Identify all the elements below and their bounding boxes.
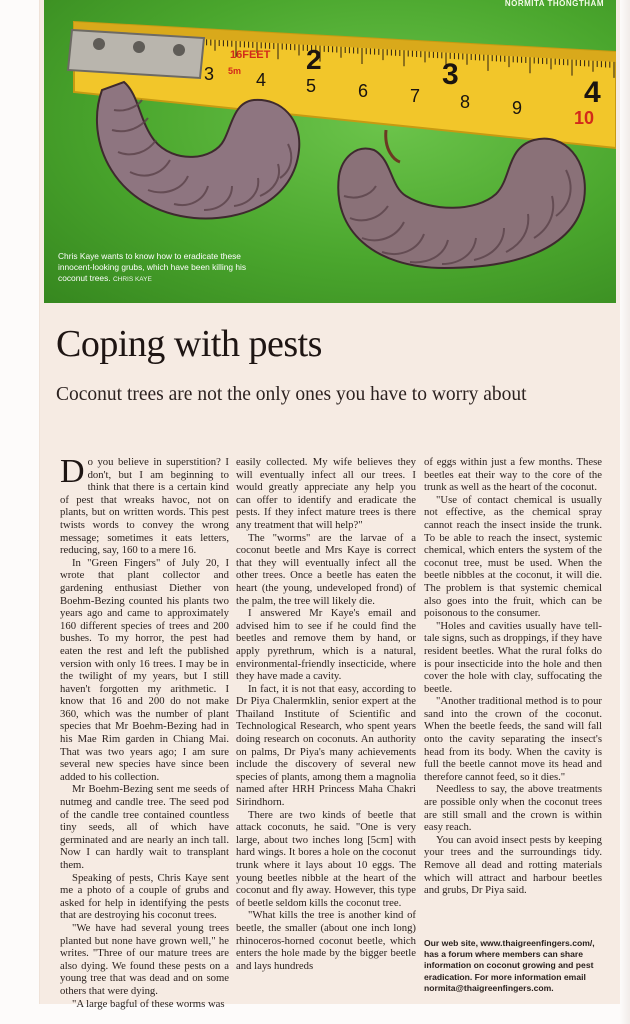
- paragraph: Needless to say, the above treatments are possible only when the coconut trees are still small and the crown is within easy reach.: [424, 783, 602, 834]
- grubs-photo: [44, 0, 616, 303]
- tape-feet-label: 16FEET: [230, 49, 271, 61]
- tape-number-small: 5: [306, 76, 317, 96]
- article-column-1: [60, 453, 229, 1010]
- tape-number-small: 7: [410, 86, 421, 106]
- grub-right: [338, 130, 585, 268]
- tape-number-small: 3: [204, 64, 215, 84]
- photo-credit: NORMITA THONGTHAM: [504, 0, 604, 8]
- tape-number-small: 8: [460, 92, 471, 112]
- photo-caption: [58, 251, 258, 285]
- paragraph: "Holes and cavities usually have tell-tale signs, such as droppings, if they have resident beetles. What the rural folks do is pour insecticide into the hole and then cover the hole with clay, suffocating the beetle.: [424, 619, 602, 695]
- paragraph: In "Green Fingers" of July 20, I wrote that plant collector and gardening enthusiast Diether von Boehm-Bezing counted his plants two years ago and came to approximately 160 different species of trees and 200 bushes. To my horror, the pest had eaten the rest and left the published version with only 16 trees. I may be in the twilight of my years, but I still haven't forgotten my arithmetic. I know that 16 and 200 do not make 360, which was the number of plant species that Mr Boehm-Bezing had in his Mae Rim garden in Chiang Mai. That was two years ago; I am sure several new species have since been added to his collection.: [60, 556, 229, 783]
- measuring-tape: [68, 22, 616, 148]
- article-headline: Coping with pests: [56, 323, 322, 365]
- paragraph: "A large bagful of these worms was: [72, 997, 225, 1010]
- article-subhead: Coconut trees are not the only ones you have to worry about: [56, 384, 527, 405]
- caption-text: Chris Kaye wants to know how to eradicate these innocent-looking grubs, which have been killing his coconut trees.: [58, 251, 247, 283]
- paragraph: The "worms" are the larvae of a coconut beetle and Mrs Kaye is correct that they will eventually infect all the other trees. Once a beetle has eaten the heart (the young, undeveloped frond) of the palm, the tree will likely die.: [236, 531, 416, 607]
- paragraph: "What kills the tree is another kind of beetle, the smaller (about one inch long) rhinoceros-horned coconut beetle, which enters the hole made by the bigger beetle and lays hundreds: [236, 909, 416, 972]
- tape-number-small: 6: [358, 81, 369, 101]
- paragraph: [60, 453, 229, 557]
- tape-number-small: 10: [574, 108, 595, 128]
- paragraph: "We have had several young trees planted but none have grown well," he writes. "Three of our mature trees are also dying. We found these pests on a young tree that was dead and on some others that were dying.: [60, 921, 229, 997]
- tape-number-small: 9: [512, 98, 523, 118]
- paragraph: Mr Boehm-Bezing sent me seeds of nutmeg and candle tree. The seed pod of the candle tree contained countless tiny seeds, all of which have germinated and are nearly an inch tall. Now I can hardly wait to transplant them.: [60, 783, 229, 871]
- paragraph: "Use of contact chemical is usually not effective, as the chemical spray cannot reach the insect inside the trunk. To be able to reach the insect, systemic chemical, which enters the system of the coconut tree, must be used. When the beetle nibbles at the coconut, it will die. The problem is that systemic chemical also goes into the fruit, which can be poisonous to the consumer.: [424, 493, 602, 620]
- paragraph: You can avoid insect pests by keeping your trees and the surroundings tidy. Remove all dead and rotting materials which will attract and harbour beetles and grubs, Dr Piya said.: [424, 833, 602, 897]
- paragraph: easily collected. My wife believes they will eventually infect all our trees. I would greatly appreciate any help you can offer to identify and eradicate the pests. If they infect mature trees is there any treatment that will help?": [236, 456, 416, 531]
- paragraph: of eggs within just a few months. These beetles eat their way to the core of the trunk as well as the heart of the coconut.: [424, 456, 602, 494]
- tape-number-big: 3: [442, 58, 459, 91]
- article-column-3: [424, 456, 602, 897]
- paragraph: I answered Mr Kaye's email and advised him to see if he could find the beetles and remove them by hand, or apply pyrethrum, which is a natural, environmental-friendly insecticide, where they have made a cavity.: [236, 607, 416, 683]
- paragraph: Speaking of pests, Chris Kaye sent me a photo of a couple of grubs and asked for help in identifying the pests that are destroying his coconut trees.: [60, 871, 229, 922]
- tape-metre-label: 5m: [228, 66, 242, 76]
- paragraph: In fact, it is not that easy, according to Dr Piya Chalermklin, senior expert at the Thailand Institute of Scientific and Technological Research, who spent years doing research on coconuts. An authority on palms, Dr Piya's many achievements include the discovery of several new species of plants, among them a magnolia named after HRH Princess Maha Chakri Sirindhorn.: [236, 682, 416, 809]
- tape-number-big: 4: [584, 76, 601, 109]
- caption-credit: CHRIS KAYE: [112, 276, 152, 283]
- tape-number-small: 4: [256, 70, 267, 90]
- drop-cap: D: [60, 453, 85, 490]
- tape-number-big: 2: [306, 44, 322, 75]
- article-column-2: [236, 456, 416, 972]
- paragraph: There are two kinds of beetle that attack coconuts, he said. "One is very large, about two inches long [5cm] with hard wings. It bores a hole on the coconut trunk where it lays about 10 eggs. The young beetles nibble at the heart of the coconut and fly away. However, this type of beetle seldom kills the coconut tree.: [236, 808, 416, 909]
- website-note: Our web site, www.thaigreenfingers.com/, has a forum where members can share information on coconut growing and pest eradication. For more information email normita@thaigreenfingers.com.: [424, 938, 595, 993]
- paragraph: "Another traditional method is to pour sand into the crown of the coconut. When the beetle feeds, the sand will fall onto the cavity separating the insect's head from its body. When the cavity is full the beetle cannot move its head and therefore cannot feed, so it dies.": [424, 695, 602, 783]
- paragraph-text: o you believe in superstition? I don't, but I am beginning to think that there is a certain kind of pest that wreaks havoc, not on plants, but on written words. This pest twists words to convey the wrong message; sometimes it eats letters, reducing, say, 160 to a mere 16.: [60, 456, 229, 557]
- page-edge: [620, 0, 630, 1024]
